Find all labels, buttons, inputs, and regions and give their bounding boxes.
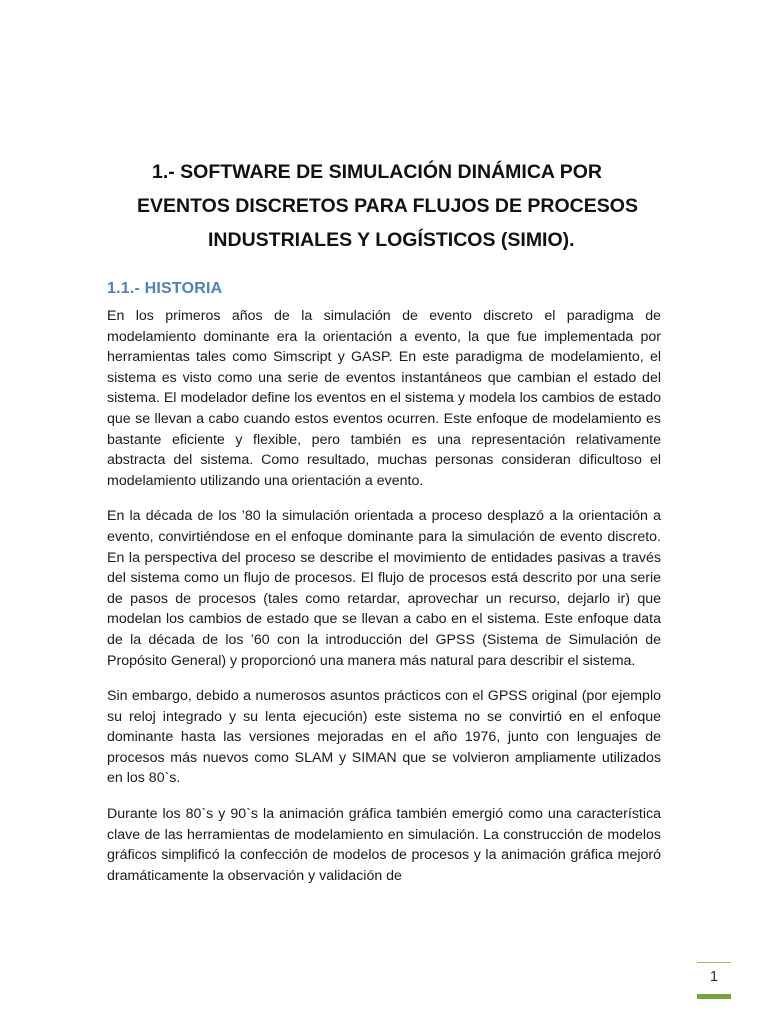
paragraph-4: Durante los 80`s y 90`s la animación gráfica también emergió como una característica clave de las herramientas de modelamiento en simulación. La construcción de modelos gráficos simplificó la confección de modelos de procesos y la animación gráfica mejoró dramáticamente la observación y validación de <box>107 806 661 884</box>
title-line-2: EVENTOS DISCRETOS PARA FLUJOS DE PROCESOS <box>137 195 638 217</box>
document-title <box>100 155 720 257</box>
page-number: 1 <box>709 968 719 985</box>
paragraph-2: En la década de los ’80 la simulación orientada a proceso desplazó a la orientación a evento, convirtiéndose en el enfoque dominante para la simulación de evento discreto. En la perspectiva del proceso se describe el movimiento de entidades pasivas a través del sistema como un flujo de procesos. El flujo de procesos está descrito por una serie de pasos de procesos (tales como retardar, aprovechar un recurso, dejarlo ir) que modelan los cambios de estado que se llevan a cabo en el sistema. Este enfoque data de la década de los ’60 con la introducción del GPSS (Sistema de Simulación de Propósito General) y proporcionó una manera más natural para describir el sistema. <box>107 508 661 669</box>
paragraph-1: En los primeros años de la simulación de evento discreto el paradigma de modelamiento dominante era la orientación a evento, la que fue implementada por herramientas tales como Simscript y GASP. En este paradigma de modelamiento, el sistema es visto como una serie de eventos instantáneos que cambian el estado del sistema. El modelador define los eventos en el sistema y modela los cambios de estado que se llevan a cabo cuando estos eventos ocurren. Este enfoque de modelamiento es bastante eficiente y flexible, pero también es una representación relativamente abstracta del sistema. Como resultado, muchas personas consideran dificultoso el modelamiento utilizando una orientación a evento. <box>107 308 661 489</box>
title-line-1: 1.- SOFTWARE DE SIMULACIÓN DINÁMICA POR <box>152 161 602 183</box>
section-heading-historia: 1.1.- HISTORIA <box>107 280 223 297</box>
page-number-footer <box>697 962 731 999</box>
body-text <box>107 306 661 901</box>
title-line-3: INDUSTRIALES Y LOGÍSTICOS (SIMIO). <box>208 229 575 251</box>
paragraph-3: Sin embargo, debido a numerosos asuntos prácticos con el GPSS original (por ejemplo su reloj integrado y su lenta ejecución) este sistema no se convirtió en el enfoque dominante hasta las versiones mejoradas en el año 1976, junto con lenguajes de procesos más nuevos como SLAM y SIMAN que se volvieron ampliamente utilizados en los 80`s. <box>107 688 661 787</box>
